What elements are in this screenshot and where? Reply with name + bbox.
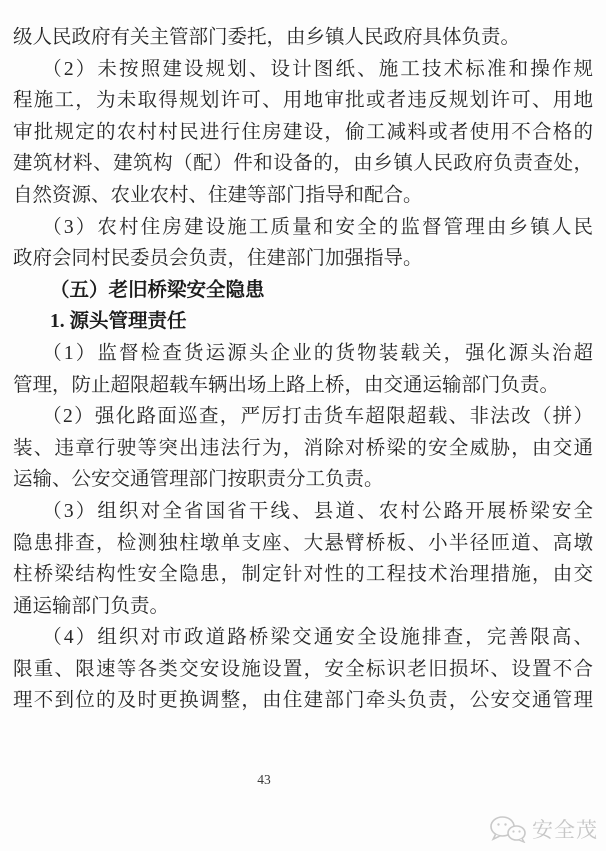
document-body (13, 22, 593, 717)
body-line: 理不到位的及时更换调整，由住建部门牵头负责，公安交通管理 (13, 690, 593, 712)
watermark-brand: 安全茂 (532, 818, 598, 842)
body-line: 运输、公安交通管理部门按职责分工负责。 (13, 469, 384, 491)
body-line: 建筑材料、建筑构（配）件和设备的，由乡镇人民政府负责查处， (13, 153, 593, 175)
body-line: 自然资源、农业农村、住建等部门指导和配合。 (13, 184, 423, 206)
body-line: 限重、限速等各类交安设施设置，安全标识老旧损坏、设置不合 (13, 658, 593, 680)
section-heading: （五）老旧桥梁安全隐患 (50, 279, 265, 301)
body-line: 装、违章行驶等突出违法行为，消除对桥梁的安全威胁，由交通 (13, 437, 593, 459)
body-line: 管理，防止超限超载车辆出场上路上桥，由交通运输部门负责。 (13, 374, 560, 396)
body-line: 级人民政府有关主管部门委托，由乡镇人民政府具体负责。 (13, 27, 521, 48)
body-line: 柱桥梁结构性安全隐患，制定针对性的工程技术治理措施，由交 (13, 564, 593, 586)
body-line: 通运输部门负责。 (13, 595, 170, 617)
body-line: 隐患排查，检测独柱墩单支座、大悬臂桥板、小半径匝道、高墩 (13, 532, 593, 554)
wechat-icon (489, 815, 527, 843)
body-line: 审批规定的农村村民进行住房建设，偷工减料或者使用不合格的 (13, 121, 593, 143)
body-line: （2）强化路面巡查，严厉打击货车超限超载、非法改（拼） (42, 406, 593, 428)
body-line: （1）监督检查货运源头企业的货物装载关，强化源头治超 (42, 342, 593, 364)
body-line: （2）未按照建设规划、设计图纸、施工技术标准和操作规 (42, 58, 593, 80)
body-line: （4）组织对市政道路桥梁交通安全设施排查，完善限高、 (42, 627, 593, 649)
page-number: 43 (257, 772, 271, 787)
body-line: （3）组织对全省国省干线、县道、农村公路开展桥梁安全 (42, 500, 593, 522)
body-line: 程施工，为未取得规划许可、用地审批或者违反规划许可、用地 (13, 90, 593, 112)
subsection-heading: 1. 源头管理责任 (50, 311, 187, 333)
body-line: （3）农村住房建设施工质量和安全的监督管理由乡镇人民 (42, 216, 593, 238)
watermark (489, 814, 598, 844)
body-line: 政府会同村民委员会负责，住建部门加强指导。 (13, 248, 423, 270)
